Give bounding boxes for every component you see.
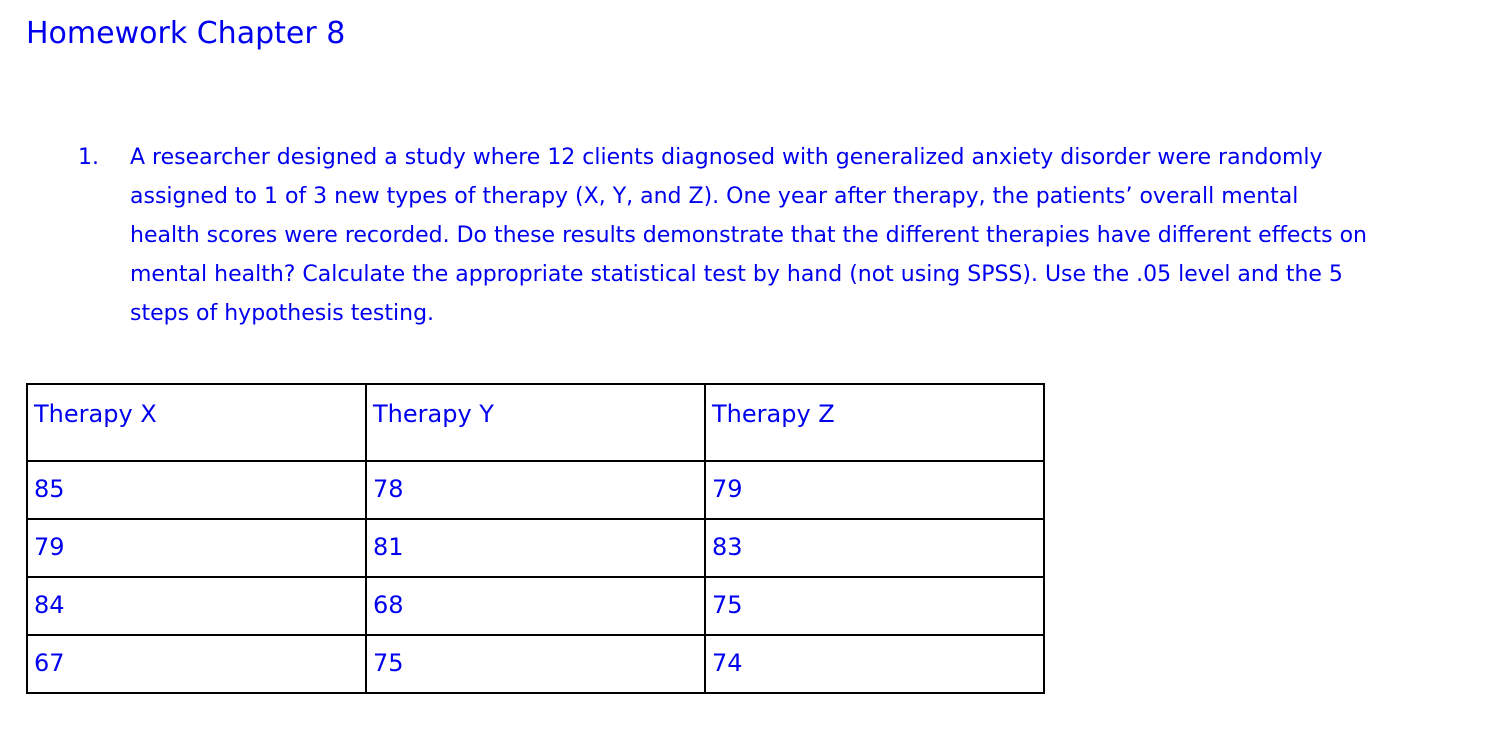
table-cell: 85 bbox=[27, 461, 366, 519]
table-cell: 79 bbox=[27, 519, 366, 577]
header-therapy-z: Therapy Z bbox=[705, 384, 1044, 461]
table-cell: 67 bbox=[27, 635, 366, 693]
table-row bbox=[27, 635, 1044, 693]
table-row bbox=[27, 461, 1044, 519]
header-therapy-x: Therapy X bbox=[27, 384, 366, 461]
table-cell: 84 bbox=[27, 577, 366, 635]
table-row bbox=[27, 519, 1044, 577]
table-cell: 81 bbox=[366, 519, 705, 577]
therapy-scores-table bbox=[26, 383, 1045, 694]
table-cell: 74 bbox=[705, 635, 1044, 693]
question-1 bbox=[78, 138, 1378, 333]
table-cell: 83 bbox=[705, 519, 1044, 577]
table-cell: 75 bbox=[705, 577, 1044, 635]
table-cell: 68 bbox=[366, 577, 705, 635]
question-text: A researcher designed a study where 12 clients diagnosed with generalized anxiety disorder were randomly assigned to 1 of 3 new types of therapy (X, Y, and Z). One year after therapy, the patients’ overall mental health scores were recorded. Do these results demonstrate that the different therapies have different effects on mental health? Calculate the appropriate statistical test by hand (not using SPSS). Use the .05 level and the 5 steps of hypothesis testing. bbox=[130, 145, 1367, 326]
table-cell: 79 bbox=[705, 461, 1044, 519]
header-therapy-y: Therapy Y bbox=[366, 384, 705, 461]
table-cell: 75 bbox=[366, 635, 705, 693]
table-header-row bbox=[27, 384, 1044, 461]
table-cell: 78 bbox=[366, 461, 705, 519]
table-row bbox=[27, 577, 1044, 635]
page-title: Homework Chapter 8 bbox=[26, 16, 346, 51]
question-number: 1. bbox=[78, 145, 99, 170]
